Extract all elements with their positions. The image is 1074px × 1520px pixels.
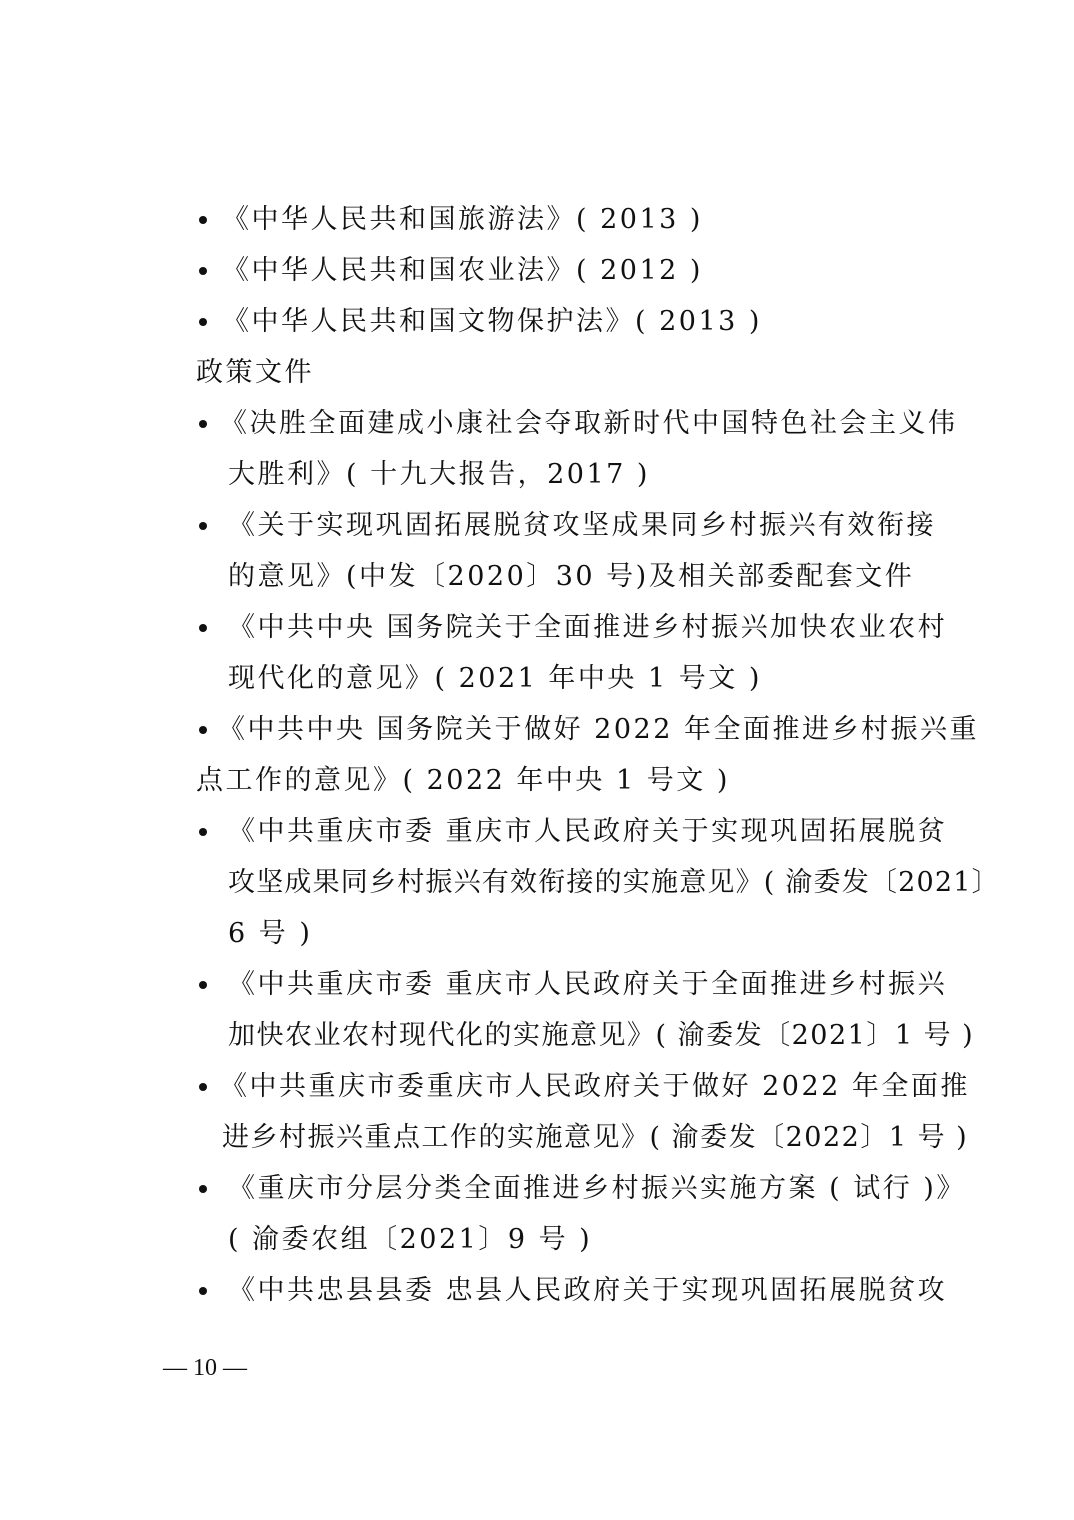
bullet-icon — [199, 318, 207, 326]
bullet-icon — [199, 1083, 207, 1091]
bullet-icon — [199, 1185, 207, 1193]
bullet-icon — [199, 828, 207, 836]
law-item: 《中华人民共和国旅游法》( 2013 ) — [222, 204, 703, 235]
bullet-icon — [199, 624, 207, 632]
policy-item-line: 点工作的意见》( 2022 年中央 1 号文 ) — [196, 765, 730, 796]
policy-item-line: 《关于实现巩固拓展脱贫攻坚成果同乡村振兴有效衔接 — [228, 510, 936, 541]
policy-item-line: ( 渝委农组〔2021〕9 号 ) — [228, 1224, 593, 1255]
bullet-icon — [199, 726, 207, 734]
bullet-icon — [199, 1287, 207, 1295]
policy-item-line: 攻坚成果同乡村振兴有效衔接的实施意见》( 渝委发〔2021〕 — [228, 867, 1000, 898]
policy-item-line: 《中共重庆市委 重庆市人民政府关于全面推进乡村振兴 — [228, 969, 948, 1000]
bullet-icon — [199, 267, 207, 275]
policy-item-line: 《中共重庆市委 重庆市人民政府关于实现巩固拓展脱贫 — [228, 816, 948, 847]
policy-item-line: 《中共忠县县委 忠县人民政府关于实现巩固拓展脱贫攻 — [228, 1275, 948, 1306]
law-item: 《中华人民共和国文物保护法》( 2013 ) — [222, 306, 762, 337]
law-item: 《中华人民共和国农业法》( 2012 ) — [222, 255, 703, 286]
bullet-icon — [199, 981, 207, 989]
bullet-icon — [199, 216, 207, 224]
policy-item-line: 6 号 ) — [228, 918, 313, 949]
page-number: — 10 — — [163, 1355, 247, 1381]
policy-item-line: 《中共中央 国务院关于全面推进乡村振兴加快农业农村 — [228, 612, 948, 643]
policy-item-line: 《中共中央 国务院关于做好 2022 年全面推进乡村振兴重 — [218, 714, 979, 745]
policy-item-line: 的意见》(中发〔2020〕30 号)及相关部委配套文件 — [228, 561, 915, 592]
policy-item-line: 《决胜全面建成小康社会夺取新时代中国特色社会主义伟 — [220, 408, 958, 439]
policy-item-line: 加快农业农村现代化的实施意见》( 渝委发〔2021〕1 号 ) — [228, 1020, 975, 1051]
bullet-icon — [199, 420, 207, 428]
policy-item-line: 《重庆市分层分类全面推进乡村振兴实施方案 ( 试行 )》 — [228, 1173, 966, 1204]
policy-item-line: 《中共重庆市委重庆市人民政府关于做好 2022 年全面推 — [220, 1071, 970, 1102]
policy-item-line: 进乡村振兴重点工作的实施意见》( 渝委发〔2022〕1 号 ) — [222, 1122, 969, 1153]
bullet-icon — [199, 522, 207, 530]
policy-item-line: 大胜利》( 十九大报告，2017 ) — [228, 459, 650, 490]
policy-item-line: 现代化的意见》( 2021 年中央 1 号文 ) — [228, 663, 762, 694]
section-heading: 政策文件 — [196, 357, 314, 388]
